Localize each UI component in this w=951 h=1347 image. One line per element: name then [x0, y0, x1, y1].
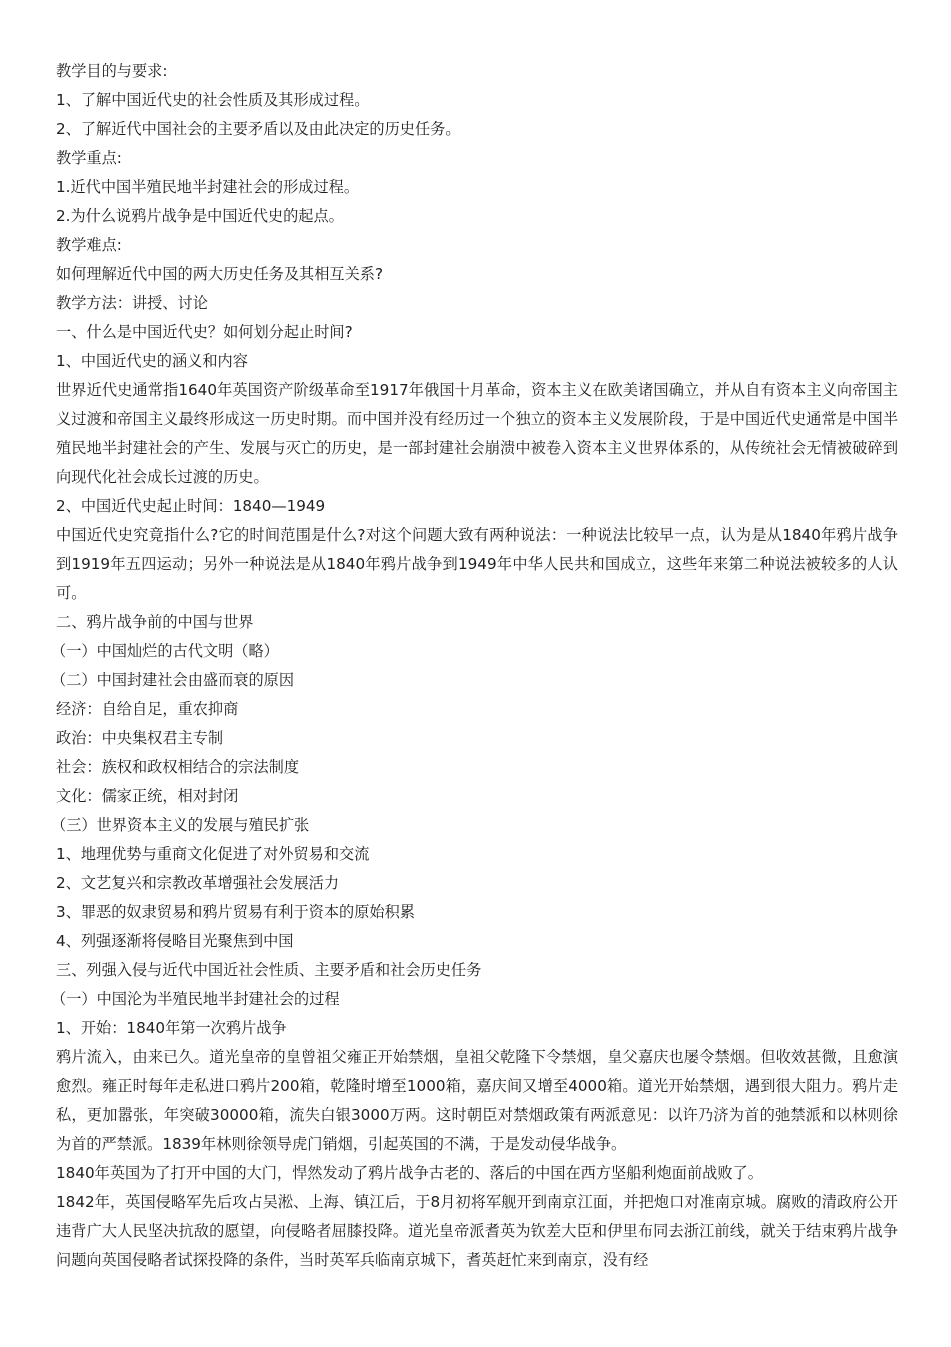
subsection-heading: （一）中国灿烂的古代文明（略）	[51, 642, 279, 660]
list-item: 社会：族权和政权相结合的宗法制度	[56, 758, 299, 776]
list-item: 文化：儒家正统，相对封闭	[56, 787, 239, 805]
list-item: 经济：自给自足，重农抑商	[56, 700, 239, 718]
subsection-heading: 2、中国近代史起止时间：1840—1949	[56, 497, 326, 515]
subsection-heading: （二）中国封建社会由盛而衰的原因	[51, 671, 294, 689]
subsection-heading: （三）世界资本主义的发展与殖民扩张	[51, 816, 310, 834]
section-heading: 三、列强入侵与近代中国近社会性质、主要矛盾和社会历史任务	[56, 961, 482, 979]
subsection-heading: （一）中国沦为半殖民地半封建社会的过程	[51, 990, 340, 1008]
focus-item: 1.近代中国半殖民地半封建社会的形成过程。	[56, 178, 360, 196]
subsection-heading: 1、中国近代史的涵义和内容	[56, 352, 248, 370]
heading-teaching-difficulty: 教学难点:	[56, 236, 122, 254]
focus-item: 2.为什么说鸦片战争是中国近代史的起点。	[56, 207, 344, 225]
paragraph: 中国近代史究竟指什么?它的时间范围是什么?对这个问题大致有两种说法：一种说法比较早一点，认为是从1840年鸦片战争到1919年五四运动；另外一种说法是从1840年鸦片战争到1949年中华人民共和国成立，这些年来第二种说法被较多的人认可。	[56, 526, 898, 602]
list-item: 2、文艺复兴和宗教改革增强社会发展活力	[56, 874, 340, 892]
difficulty-item: 如何理解近代中国的两大历史任务及其相互关系?	[56, 265, 383, 283]
list-item: 3、罪恶的奴隶贸易和鸦片贸易有利于资本的原始积累	[56, 903, 415, 921]
paragraph: 世界近代史通常指1640年英国资产阶级革命至1917年俄国十月革命，资本主义在欧美诸国确立，并从自有资本主义向帝国主义过渡和帝国主义最终形成这一历史时期。而中国并没有经历过一个独立的资本主义发展阶段，于是中国近代史通常是中国半殖民地半封建社会的产生、发展与灭亡的历史，是一部封建社会崩溃中被卷入资本主义世界体系的，从传统社会无情被破碎到向现代化社会成长过渡的历史。	[56, 381, 898, 486]
objective-item: 1、了解中国近代史的社会性质及其形成过程。	[56, 91, 370, 109]
list-item: 政治：中央集权君主专制	[56, 729, 224, 747]
heading-teaching-focus: 教学重点:	[56, 149, 122, 167]
document-body	[51, 57, 898, 1275]
objective-item: 2、了解近代中国社会的主要矛盾以及由此决定的历史任务。	[56, 120, 461, 138]
list-item: 1、地理优势与重商文化促进了对外贸易和交流	[56, 845, 370, 863]
paragraph: 1842年，英国侵略军先后攻占吴淞、上海、镇江后，于8月初将军舰开到南京江面，并把炮口对准南京城。腐败的清政府公开违背广大人民坚决抗敌的愿望，向侵略者屈膝投降。道光皇帝派耆英为钦差大臣和伊里布同去浙江前线，就关于结束鸦片战争问题向英国侵略者试探投降的条件，当时英军兵临南京城下，耆英赶忙来到南京，没有经	[56, 1193, 898, 1269]
subsection-heading: 1、开始：1840年第一次鸦片战争	[56, 1019, 287, 1037]
paragraph: 1840年英国为了打开中国的大门，悍然发动了鸦片战争古老的、落后的中国在西方坚船利炮面前战败了。	[56, 1164, 763, 1182]
teaching-method: 教学方法：讲授、讨论	[56, 294, 208, 312]
section-heading: 一、什么是中国近代史？如何划分起止时间?	[56, 323, 353, 341]
heading-teaching-objectives: 教学目的与要求:	[56, 62, 168, 80]
list-item: 4、列强逐渐将侵略目光聚焦到中国	[56, 932, 294, 950]
section-heading: 二、鸦片战争前的中国与世界	[56, 613, 254, 631]
paragraph: 鸦片流入，由来已久。道光皇帝的皇曾祖父雍正开始禁烟，皇祖父乾隆下令禁烟，皇父嘉庆也屡令禁烟。但收效甚微，且愈演愈烈。雍正时每年走私进口鸦片200箱，乾隆时增至1000箱，嘉庆间又增至4000箱。道光开始禁烟，遇到很大阻力。鸦片走私，更加嚣张，年突破30000箱，流失白银3000万两。这时朝臣对禁烟政策有两派意见：以许乃济为首的弛禁派和以林则徐为首的严禁派。1839年林则徐领导虎门销烟，引起英国的不满，于是发动侵华战争。	[56, 1048, 898, 1153]
